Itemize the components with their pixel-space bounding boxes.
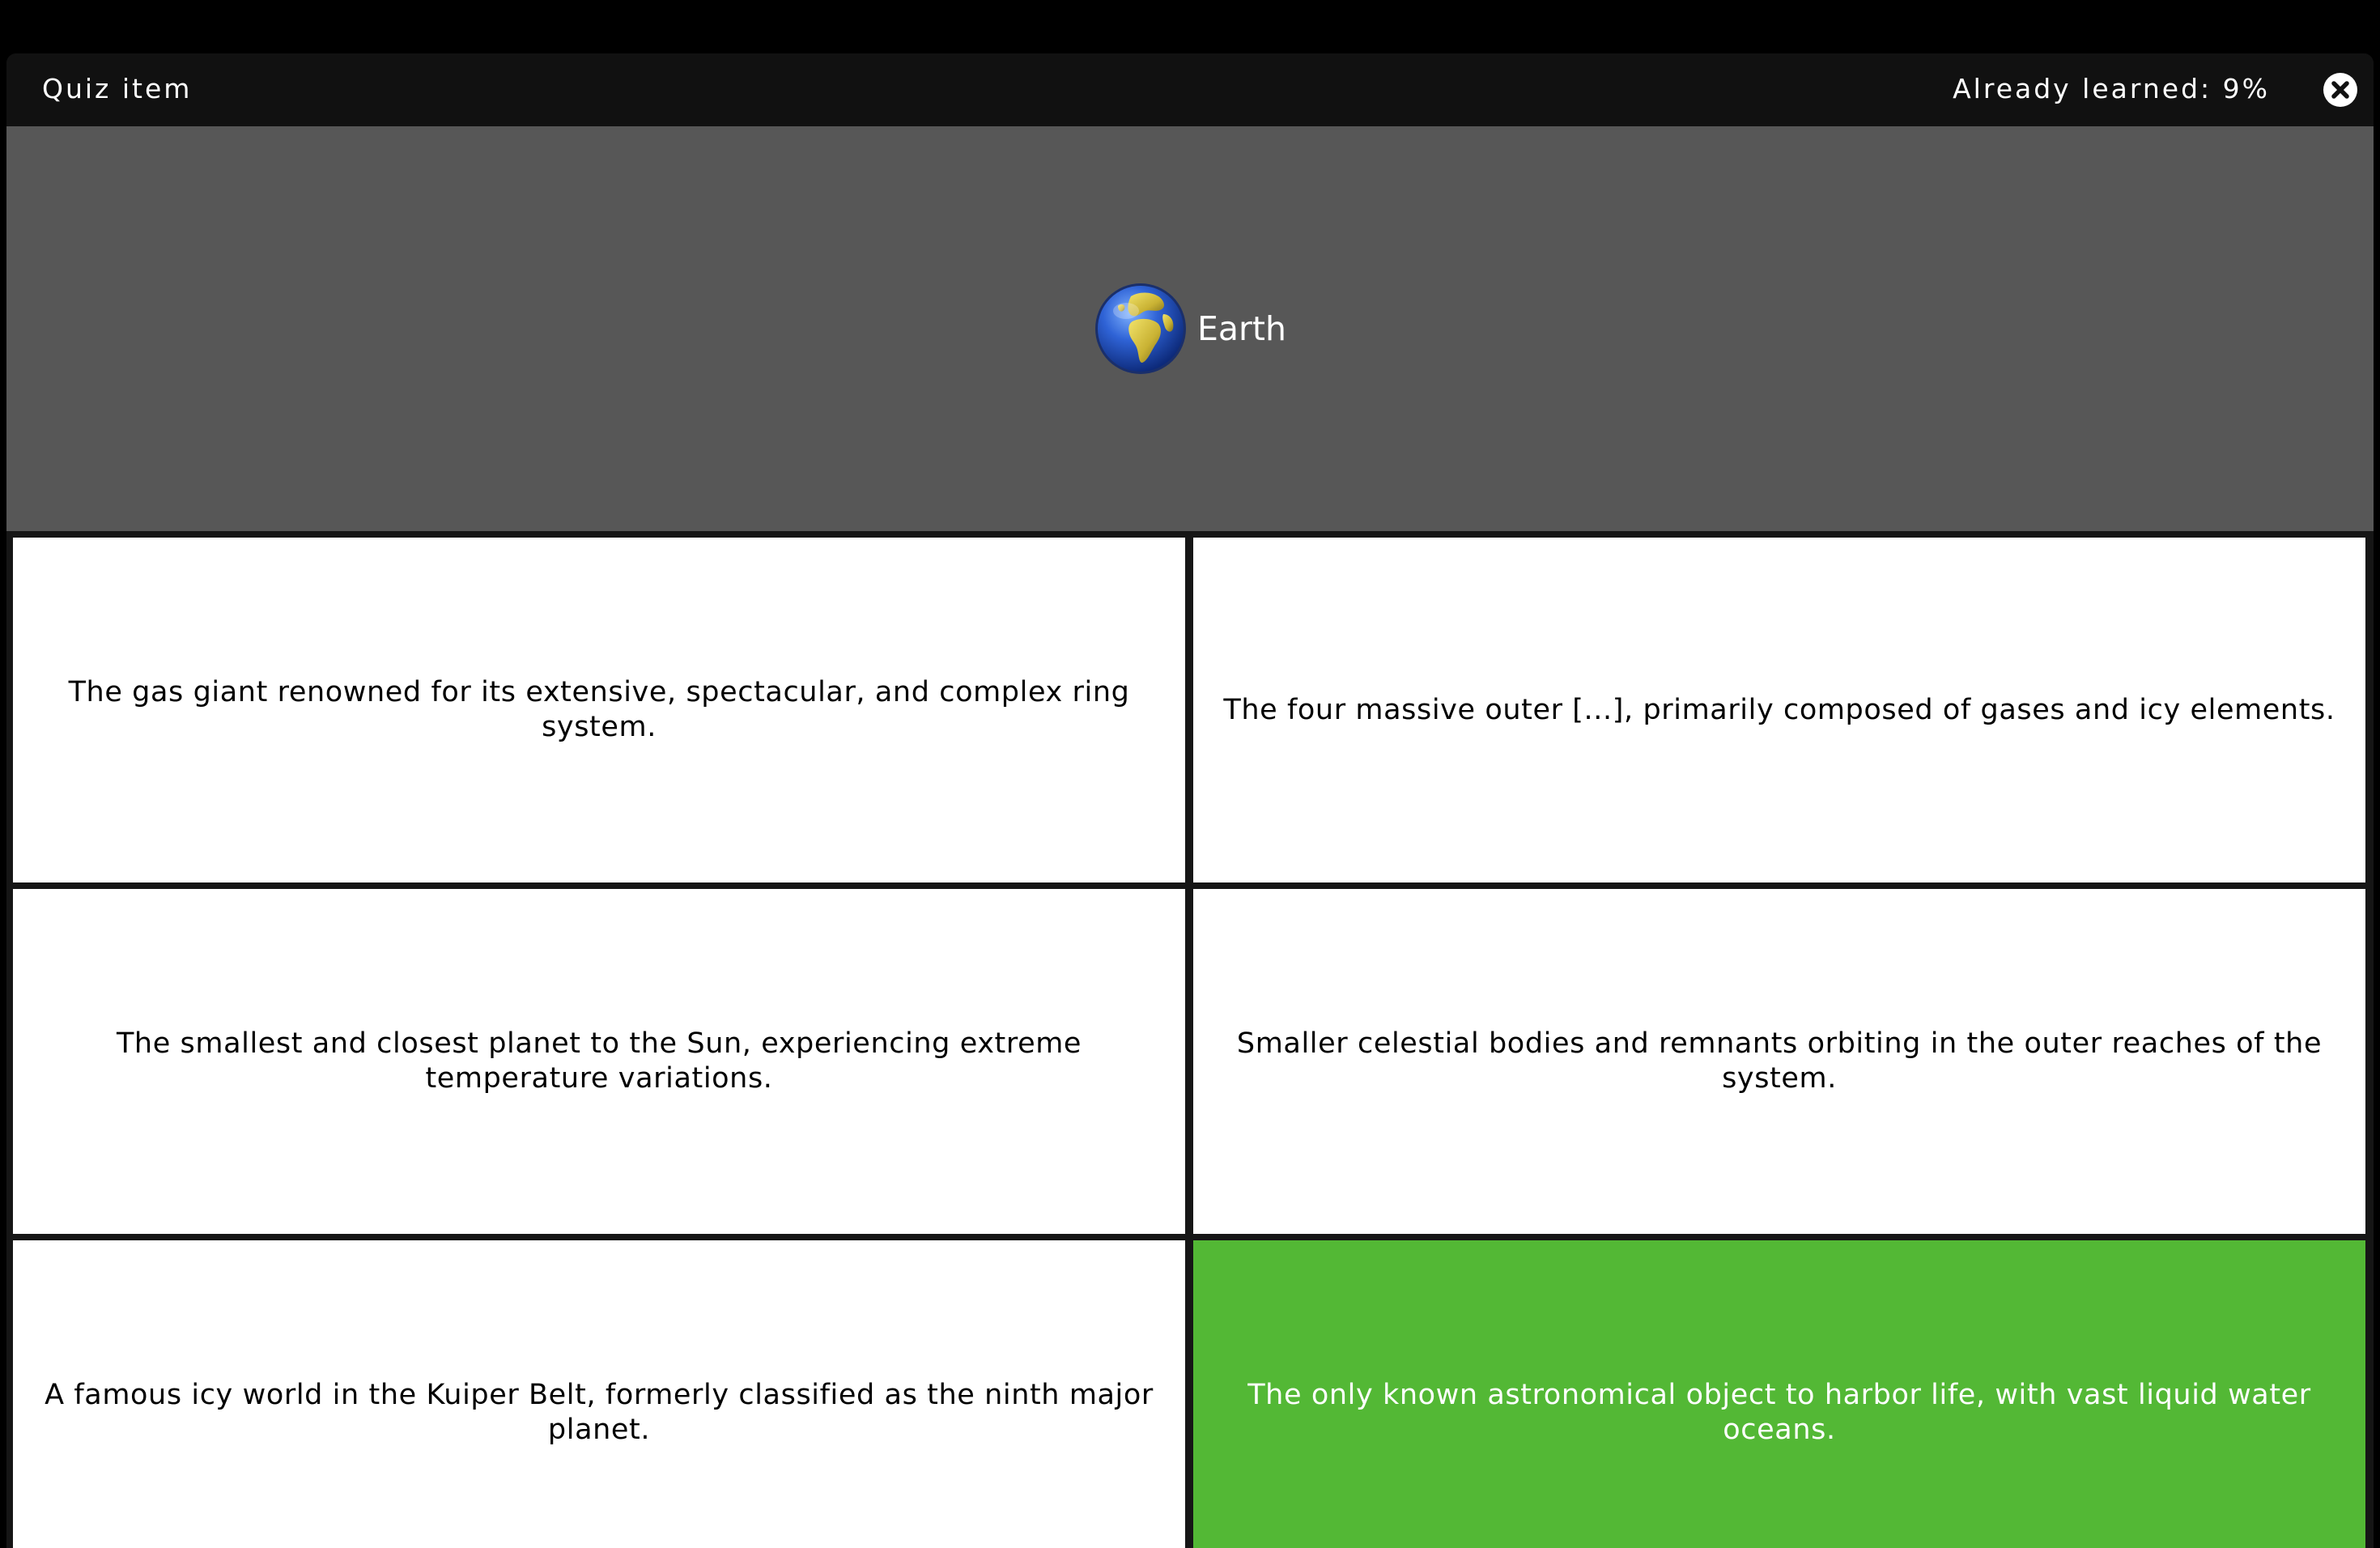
learned-progress: Already learned: 9%	[1953, 73, 2270, 104]
answer-option-text: Smaller celestial bodies and remnants orbiting in the outer reaches of the system.	[1236, 1027, 2323, 1095]
modal-title: Quiz item	[42, 73, 193, 104]
top-black-strip	[0, 0, 2380, 53]
question-prompt	[6, 126, 2374, 531]
modal-titlebar	[6, 53, 2374, 126]
answer-option-text: The smallest and closest planet to the Sun, experiencing extreme temperature variations.	[116, 1027, 1082, 1095]
close-icon	[2320, 70, 2361, 110]
answer-option-text: The only known astronomical object to harbor life, with vast liquid water oceans.	[1247, 1379, 2311, 1446]
answer-option-6-correct[interactable]	[1193, 1240, 2365, 1548]
answer-options-grid	[6, 531, 2374, 1548]
close-button[interactable]	[2320, 70, 2361, 110]
answer-option-text: A famous icy world in the Kuiper Belt, formerly classified as the ninth major planet.	[45, 1379, 1154, 1446]
answer-option-2[interactable]	[1193, 538, 2365, 882]
question-prompt-area	[6, 126, 2374, 531]
answer-option-text: The four massive outer [...], primarily composed of gases and icy elements.	[1223, 693, 2335, 726]
answer-option-4[interactable]	[1193, 889, 2365, 1234]
prompt-term: Earth	[1197, 309, 1286, 348]
quiz-modal	[6, 53, 2374, 1548]
earth-globe-icon	[1094, 282, 1188, 376]
answer-option-1[interactable]	[13, 538, 1185, 882]
answer-option-3[interactable]	[13, 889, 1185, 1234]
answer-option-text: The gas giant renowned for its extensive, spectacular, and complex ring system.	[68, 676, 1130, 743]
answer-option-5[interactable]	[13, 1240, 1185, 1548]
